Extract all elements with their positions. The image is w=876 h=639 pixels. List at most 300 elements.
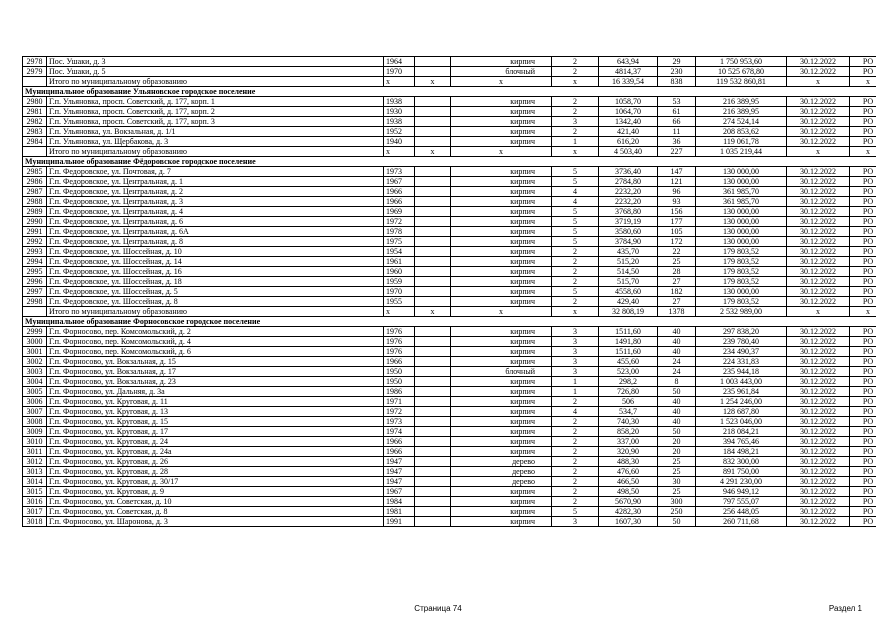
blank-cell [415, 207, 451, 217]
table-row [23, 517, 876, 527]
residents-cell: 53 [658, 97, 696, 107]
table-row [23, 427, 876, 437]
material-cell: кирпич [451, 57, 552, 67]
cost-cell: 1 003 443,00 [696, 377, 787, 387]
floors-cell: 5 [552, 507, 599, 517]
cost-cell: 256 448,05 [696, 507, 787, 517]
address-cell: Г.п. Форносово, ул. Вокзальная, д. 15 [47, 357, 384, 367]
blank-cell [415, 487, 451, 497]
date-cell: 30.12.2022 [787, 177, 850, 187]
area-cell: 488,30 [599, 457, 658, 467]
row-number: 3008 [23, 417, 47, 427]
address-cell: Пос. Ушаки, д. 5 [47, 67, 384, 77]
cost-cell: 179 803,52 [696, 247, 787, 257]
year-cell: 1959 [384, 277, 415, 287]
year-cell: 1972 [384, 217, 415, 227]
table-row [23, 117, 876, 127]
area-cell: 337,00 [599, 437, 658, 447]
floors-cell: 2 [552, 487, 599, 497]
blank-cell [415, 337, 451, 347]
material-cell: x [451, 307, 552, 317]
date-cell: 30.12.2022 [787, 487, 850, 497]
ro-cell: РО [850, 57, 876, 67]
ro-cell: РО [850, 397, 876, 407]
date-cell: 30.12.2022 [787, 497, 850, 507]
table-row [23, 367, 876, 377]
ro-cell: РО [850, 427, 876, 437]
residents-cell: 147 [658, 167, 696, 177]
residents-cell: 25 [658, 487, 696, 497]
year-cell: 1947 [384, 467, 415, 477]
cost-cell: 130 000,00 [696, 287, 787, 297]
cost-cell: 239 780,40 [696, 337, 787, 347]
ro-cell: РО [850, 257, 876, 267]
area-cell: 498,50 [599, 487, 658, 497]
blank-cell [415, 387, 451, 397]
floors-cell: 4 [552, 197, 599, 207]
year-cell: 1971 [384, 397, 415, 407]
table-row [23, 67, 876, 77]
table-row [23, 197, 876, 207]
residents-cell: 105 [658, 227, 696, 237]
residents-cell: 66 [658, 117, 696, 127]
blank-cell [415, 137, 451, 147]
address-cell: Г.п. Ульяновка, просп. Советский, д. 177, корп. 3 [47, 117, 384, 127]
blank-cell [415, 257, 451, 267]
address-cell: Г.п. Федоровское, ул. Шоссейная, д. 14 [47, 257, 384, 267]
area-cell: 3784,90 [599, 237, 658, 247]
ro-cell: РО [850, 227, 876, 237]
row-number: 2983 [23, 127, 47, 137]
material-cell: кирпич [451, 217, 552, 227]
blank-cell [415, 477, 451, 487]
date-cell: 30.12.2022 [787, 477, 850, 487]
date-cell: 30.12.2022 [787, 217, 850, 227]
table-row [23, 387, 876, 397]
ro-cell: РО [850, 207, 876, 217]
row-number: 2986 [23, 177, 47, 187]
area-cell: 455,60 [599, 357, 658, 367]
address-cell: Г.п. Федоровское, ул. Шоссейная, д. 16 [47, 267, 384, 277]
section-title: Муниципальное образование Фёдоровское городское поселение [23, 157, 876, 167]
cost-cell: 179 803,52 [696, 257, 787, 267]
table-row [23, 507, 876, 517]
cost-cell: 128 687,80 [696, 407, 787, 417]
total-row [23, 77, 876, 87]
material-cell: кирпич [451, 517, 552, 527]
floors-cell: 5 [552, 237, 599, 247]
residents-cell: 29 [658, 57, 696, 67]
date-cell: 30.12.2022 [787, 277, 850, 287]
floors-cell: x [552, 77, 599, 87]
table-body [23, 57, 876, 527]
row-number: 3013 [23, 467, 47, 477]
material-cell: кирпич [451, 417, 552, 427]
material-cell: кирпич [451, 107, 552, 117]
year-cell: 1940 [384, 137, 415, 147]
table-row [23, 437, 876, 447]
address-cell: Г.п. Ульяновка, ул. Щербакова, д. 3 [47, 137, 384, 147]
address-cell: Г.п. Форносово, ул. Круговая, д. 17 [47, 427, 384, 437]
housing-table [22, 56, 876, 527]
ro-cell: РО [850, 137, 876, 147]
material-cell: кирпич [451, 447, 552, 457]
cost-cell: 946 949,12 [696, 487, 787, 497]
total-label: Итого по муниципальному образованию [47, 147, 384, 157]
area-cell: 858,20 [599, 427, 658, 437]
residents-cell: 300 [658, 497, 696, 507]
date-cell: 30.12.2022 [787, 517, 850, 527]
row-number: 3018 [23, 517, 47, 527]
row-number: 2987 [23, 187, 47, 197]
ro-cell: РО [850, 107, 876, 117]
year-cell: 1966 [384, 357, 415, 367]
ro-cell: РО [850, 407, 876, 417]
material-cell: кирпич [451, 357, 552, 367]
area-cell: 534,7 [599, 407, 658, 417]
cost-cell: 235 944,18 [696, 367, 787, 377]
row-number [23, 147, 47, 157]
cost-cell: 394 765,46 [696, 437, 787, 447]
residents-cell: 182 [658, 287, 696, 297]
ro-cell: РО [850, 297, 876, 307]
address-cell: Г.п. Ульяновка, ул. Вокзальная, д. 1/1 [47, 127, 384, 137]
table-row [23, 467, 876, 477]
ro-cell: РО [850, 507, 876, 517]
ro-cell: РО [850, 277, 876, 287]
floors-cell: 2 [552, 467, 599, 477]
address-cell: Г.п. Федоровское, ул. Центральная, д. 6 [47, 217, 384, 227]
cost-cell: 1 523 046,00 [696, 417, 787, 427]
residents-cell: 24 [658, 357, 696, 367]
ro-cell: РО [850, 377, 876, 387]
ro-cell: РО [850, 337, 876, 347]
date-cell: x [787, 307, 850, 317]
blank-cell [415, 407, 451, 417]
area-cell: 523,00 [599, 367, 658, 377]
row-number: 2993 [23, 247, 47, 257]
section-label: Раздел 1 [828, 604, 862, 613]
residents-cell: 27 [658, 277, 696, 287]
blank-cell [415, 107, 451, 117]
blank-cell [415, 417, 451, 427]
floors-cell: x [552, 307, 599, 317]
cost-cell: 130 000,00 [696, 167, 787, 177]
residents-cell: 61 [658, 107, 696, 117]
date-cell: 30.12.2022 [787, 397, 850, 407]
residents-cell: 28 [658, 267, 696, 277]
date-cell: 30.12.2022 [787, 457, 850, 467]
row-number: 2989 [23, 207, 47, 217]
address-cell: Г.п. Федоровское, ул. Центральная, д. 6А [47, 227, 384, 237]
floors-cell: 2 [552, 437, 599, 447]
date-cell: 30.12.2022 [787, 337, 850, 347]
address-cell: Г.п. Федоровское, ул. Центральная, д. 3 [47, 197, 384, 207]
area-cell: 3768,80 [599, 207, 658, 217]
table-row [23, 407, 876, 417]
address-cell: Г.п. Форносово, ул. Круговая, д. 9 [47, 487, 384, 497]
table-row [23, 417, 876, 427]
blank-cell [415, 297, 451, 307]
material-cell: кирпич [451, 297, 552, 307]
cost-cell: 130 000,00 [696, 227, 787, 237]
ro-cell: РО [850, 127, 876, 137]
residents-cell: 24 [658, 367, 696, 377]
ro-cell: РО [850, 237, 876, 247]
area-cell: 514,50 [599, 267, 658, 277]
cost-cell: 1 035 219,44 [696, 147, 787, 157]
address-cell: Г.п. Форносово, ул. Круговая, д. 24 [47, 437, 384, 447]
residents-cell: 177 [658, 217, 696, 227]
cost-cell: 1 254 246,00 [696, 397, 787, 407]
area-cell: 1342,40 [599, 117, 658, 127]
table-row [23, 287, 876, 297]
material-cell: кирпич [451, 127, 552, 137]
address-cell: Г.п. Форносово, ул. Вокзальная, д. 17 [47, 367, 384, 377]
residents-cell: 1378 [658, 307, 696, 317]
ro-cell: РО [850, 417, 876, 427]
material-cell: блочный [451, 367, 552, 377]
floors-cell: 2 [552, 277, 599, 287]
date-cell: 30.12.2022 [787, 297, 850, 307]
year-cell: 1966 [384, 197, 415, 207]
row-number: 3017 [23, 507, 47, 517]
material-cell: кирпич [451, 267, 552, 277]
residents-cell: 25 [658, 257, 696, 267]
date-cell: 30.12.2022 [787, 117, 850, 127]
section-row [23, 157, 876, 167]
ro-cell: РО [850, 497, 876, 507]
material-cell: дерево [451, 467, 552, 477]
year-cell: 1947 [384, 457, 415, 467]
floors-cell: 2 [552, 97, 599, 107]
cost-cell: 797 555,07 [696, 497, 787, 507]
table-row [23, 257, 876, 267]
row-number: 3011 [23, 447, 47, 457]
ro-cell: РО [850, 487, 876, 497]
row-number: 3001 [23, 347, 47, 357]
area-cell: 435,70 [599, 247, 658, 257]
residents-cell: 50 [658, 517, 696, 527]
year-cell: 1967 [384, 177, 415, 187]
floors-cell: 5 [552, 167, 599, 177]
table-row [23, 497, 876, 507]
material-cell: кирпич [451, 397, 552, 407]
year-cell: 1972 [384, 407, 415, 417]
area-cell: 466,50 [599, 477, 658, 487]
area-cell: 3580,60 [599, 227, 658, 237]
blank-cell [415, 327, 451, 337]
date-cell: 30.12.2022 [787, 287, 850, 297]
floors-cell: 2 [552, 247, 599, 257]
address-cell: Г.п. Форносово, ул. Круговая, д. 28 [47, 467, 384, 477]
floors-cell: 4 [552, 187, 599, 197]
total-row [23, 147, 876, 157]
residents-cell: 96 [658, 187, 696, 197]
date-cell: 30.12.2022 [787, 377, 850, 387]
ro-cell: РО [850, 387, 876, 397]
address-cell: Г.п. Форносово, ул. Круговая, д. 26 [47, 457, 384, 467]
date-cell: 30.12.2022 [787, 247, 850, 257]
cost-cell: 274 524,14 [696, 117, 787, 127]
area-cell: 740,30 [599, 417, 658, 427]
table-row [23, 97, 876, 107]
floors-cell: 5 [552, 287, 599, 297]
cost-cell: 832 300,00 [696, 457, 787, 467]
area-cell: 515,20 [599, 257, 658, 267]
table-row [23, 347, 876, 357]
cost-cell: 184 498,21 [696, 447, 787, 457]
year-cell: x [384, 77, 415, 87]
date-cell: 30.12.2022 [787, 447, 850, 457]
floors-cell: 3 [552, 347, 599, 357]
year-cell: 1991 [384, 517, 415, 527]
table-row [23, 447, 876, 457]
address-cell: Пос. Ушаки, д. 3 [47, 57, 384, 67]
address-cell: Г.п. Ульяновка, просп. Советский, д. 177, корп. 2 [47, 107, 384, 117]
table-row [23, 57, 876, 67]
table-row [23, 137, 876, 147]
table-row [23, 487, 876, 497]
date-cell: 30.12.2022 [787, 267, 850, 277]
address-cell: Г.п. Форносово, пер. Комсомольский, д. 4 [47, 337, 384, 347]
ro-cell: РО [850, 267, 876, 277]
floors-cell: 3 [552, 117, 599, 127]
cost-cell: 130 000,00 [696, 207, 787, 217]
table-row [23, 457, 876, 467]
row-number: 2980 [23, 97, 47, 107]
residents-cell: 121 [658, 177, 696, 187]
ro-cell: РО [850, 517, 876, 527]
cost-cell: 179 803,52 [696, 297, 787, 307]
floors-cell: x [552, 147, 599, 157]
area-cell: 643,94 [599, 57, 658, 67]
residents-cell: 36 [658, 137, 696, 147]
ro-cell: РО [850, 367, 876, 377]
row-number [23, 77, 47, 87]
row-number: 3003 [23, 367, 47, 377]
material-cell: кирпич [451, 507, 552, 517]
blank-cell [415, 517, 451, 527]
floors-cell: 2 [552, 127, 599, 137]
date-cell: 30.12.2022 [787, 237, 850, 247]
row-number: 3007 [23, 407, 47, 417]
blank-cell [415, 367, 451, 377]
year-cell: 1986 [384, 387, 415, 397]
residents-cell: 40 [658, 407, 696, 417]
date-cell: 30.12.2022 [787, 107, 850, 117]
document-sheet [22, 56, 874, 527]
material-cell: кирпич [451, 117, 552, 127]
year-cell: 1981 [384, 507, 415, 517]
floors-cell: 1 [552, 137, 599, 147]
ro-cell: РО [850, 357, 876, 367]
blank-cell [415, 457, 451, 467]
blank-cell: x [415, 307, 451, 317]
blank-cell [415, 427, 451, 437]
address-cell: Г.п. Форносово, пер. Комсомольский, д. 6 [47, 347, 384, 357]
date-cell: 30.12.2022 [787, 257, 850, 267]
blank-cell: x [415, 147, 451, 157]
cost-cell: 361 985,70 [696, 187, 787, 197]
cost-cell: 216 389,95 [696, 97, 787, 107]
ro-cell: x [850, 77, 876, 87]
blank-cell [415, 287, 451, 297]
address-cell: Г.п. Форносово, ул. Советская, д. 8 [47, 507, 384, 517]
area-cell: 320,90 [599, 447, 658, 457]
area-cell: 3736,40 [599, 167, 658, 177]
year-cell: x [384, 307, 415, 317]
row-number: 2995 [23, 267, 47, 277]
ro-cell: РО [850, 347, 876, 357]
blank-cell [415, 67, 451, 77]
row-number: 2997 [23, 287, 47, 297]
floors-cell: 2 [552, 457, 599, 467]
material-cell: кирпич [451, 387, 552, 397]
address-cell: Г.п. Федоровское, ул. Шоссейная, д. 18 [47, 277, 384, 287]
cost-cell: 260 711,68 [696, 517, 787, 527]
table-row [23, 247, 876, 257]
material-cell: кирпич [451, 407, 552, 417]
floors-cell: 3 [552, 327, 599, 337]
blank-cell [415, 57, 451, 67]
ro-cell: РО [850, 197, 876, 207]
table-row [23, 177, 876, 187]
date-cell: 30.12.2022 [787, 357, 850, 367]
ro-cell: РО [850, 247, 876, 257]
date-cell: 30.12.2022 [787, 327, 850, 337]
area-cell: 1511,60 [599, 347, 658, 357]
material-cell: кирпич [451, 257, 552, 267]
section-row [23, 317, 876, 327]
year-cell: 1964 [384, 57, 415, 67]
year-cell: 1938 [384, 97, 415, 107]
floors-cell: 5 [552, 227, 599, 237]
floors-cell: 2 [552, 447, 599, 457]
ro-cell: РО [850, 167, 876, 177]
blank-cell [415, 277, 451, 287]
material-cell: дерево [451, 477, 552, 487]
floors-cell: 2 [552, 497, 599, 507]
ro-cell: РО [850, 97, 876, 107]
date-cell: x [787, 147, 850, 157]
year-cell: 1976 [384, 327, 415, 337]
ro-cell: РО [850, 467, 876, 477]
residents-cell: 40 [658, 397, 696, 407]
cost-cell: 234 490,37 [696, 347, 787, 357]
date-cell: 30.12.2022 [787, 57, 850, 67]
blank-cell [415, 247, 451, 257]
material-cell: x [451, 147, 552, 157]
cost-cell: 208 853,62 [696, 127, 787, 137]
area-cell: 421,40 [599, 127, 658, 137]
year-cell: 1976 [384, 337, 415, 347]
material-cell: кирпич [451, 327, 552, 337]
ro-cell: РО [850, 477, 876, 487]
blank-cell [415, 507, 451, 517]
residents-cell: 11 [658, 127, 696, 137]
blank-cell: x [415, 77, 451, 87]
row-number [23, 307, 47, 317]
blank-cell [415, 467, 451, 477]
table-row [23, 297, 876, 307]
area-cell: 16 339,54 [599, 77, 658, 87]
area-cell: 476,60 [599, 467, 658, 477]
material-cell: кирпич [451, 497, 552, 507]
address-cell: Г.п. Форносово, ул. Круговая, д. 15 [47, 417, 384, 427]
row-number: 2996 [23, 277, 47, 287]
ro-cell: РО [850, 327, 876, 337]
